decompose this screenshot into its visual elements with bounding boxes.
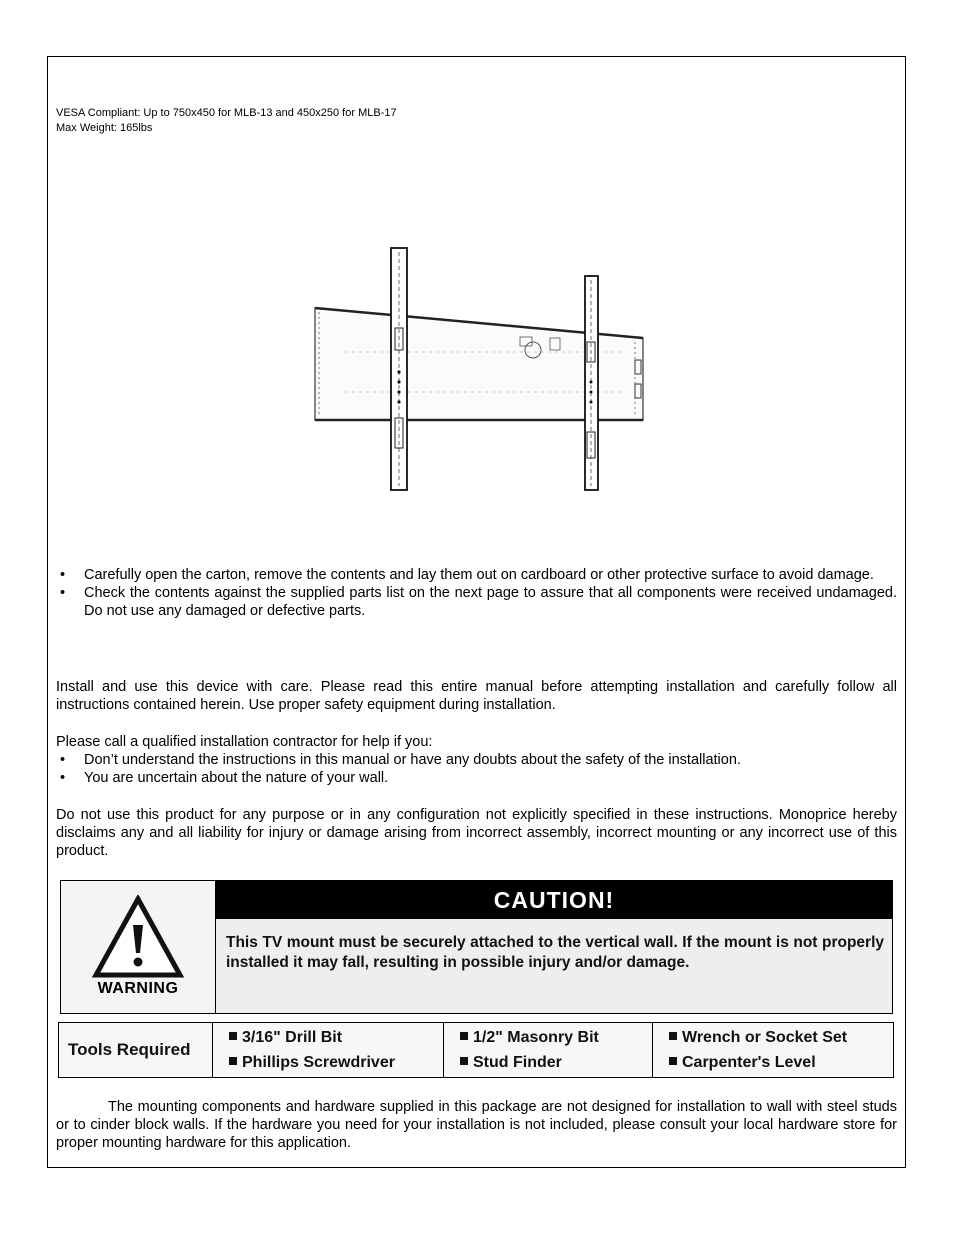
caution-box [60,880,893,1014]
bullet-icon: • [60,770,66,786]
tools-table [58,1022,894,1078]
tools-column [653,1023,893,1077]
tool-item: Stud Finder [460,1050,652,1075]
square-bullet-icon [229,1057,237,1065]
bullet-icon: • [60,567,66,583]
warning-triangle-icon [92,895,184,979]
caution-title: CAUTION! [216,881,892,919]
tv-wall-mount-illustration [305,242,650,494]
tools-column [213,1023,444,1077]
list-item: • Carefully open the carton, remove the contents and lay them out on cardboard or other protective surface to avoid damage. [60,567,874,583]
tool-item: Wrench or Socket Set [669,1025,893,1050]
list-item: • You are uncertain about the nature of your wall. [60,770,389,786]
list-item: • Check the contents against the supplied parts list on the next page to assure that all components were received undamaged. Do not use any damaged or defective parts. [60,585,897,619]
bullet-icon: • [60,585,66,601]
max-weight-spec: Max Weight: 165lbs [56,122,153,134]
tool-item: 3/16" Drill Bit [229,1025,443,1050]
tool-item: 1/2" Masonry Bit [460,1025,652,1050]
hardware-note: The mounting components and hardware supplied in this package are not designed for installation to wall with steel studs or to cinder block walls. If the hardware you need for your installation is not included, please consult your local hardware store for proper mounting hardware for this application. [56,1099,897,1151]
square-bullet-icon [229,1032,237,1040]
square-bullet-icon [460,1032,468,1040]
square-bullet-icon [669,1057,677,1065]
tool-item: Carpenter's Level [669,1050,893,1075]
square-bullet-icon [460,1057,468,1065]
contractor-list [56,751,897,787]
bullet-icon: • [60,752,66,768]
vesa-spec: VESA Compliant: Up to 750x450 for MLB-13 and 450x250 for MLB-17 [56,107,397,119]
caution-text: This TV mount must be securely attached to the vertical wall. If the mount is not properly installed it may fall, resulting in possible injury and/or damage. [226,934,884,971]
unpack-list [56,566,897,620]
tools-header: Tools Required [59,1023,213,1077]
warning-label: WARNING [97,980,179,997]
list-item: • Don’t understand the instructions in this manual or have any doubts about the safety of the installation. [60,752,741,768]
contractor-call: Please call a qualified installation contractor for help if you: [56,734,433,750]
tool-item: Phillips Screwdriver [229,1050,443,1075]
safety-intro: Install and use this device with care. Please read this entire manual before attempting installation and carefully follow all instructions contained herein. Use proper safety equipment during installation. [56,679,897,713]
liability-disclaimer: Do not use this product for any purpose or in any configuration not explicitly specified in these instructions. Monoprice hereby disclaims any and all liability for injury or damage arising from incorrect assembly, incorrect mounting or any incorrect use of this product. [56,807,897,859]
warning-cell [61,881,216,1013]
tools-column [444,1023,653,1077]
square-bullet-icon [669,1032,677,1040]
